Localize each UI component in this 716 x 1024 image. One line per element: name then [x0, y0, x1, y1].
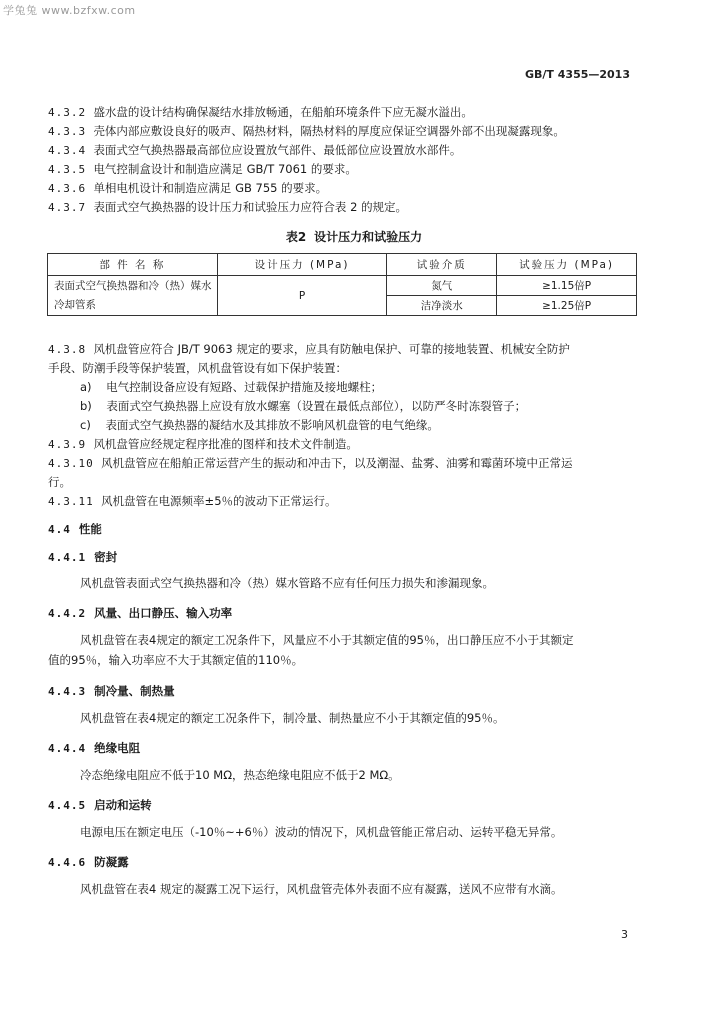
- clause-4-3-4: [48, 142, 461, 158]
- clause-4-3-6: [48, 180, 327, 196]
- clause-number: 4.3.10: [48, 457, 94, 470]
- table-2-title: [0, 228, 716, 245]
- clause-4-3-3: [48, 123, 565, 139]
- clause-4-3-5: [48, 161, 357, 177]
- section-title: 风量、出口静压、输入功率: [94, 606, 233, 620]
- clause-number: 4.3.3: [48, 125, 87, 138]
- list-marker: a): [80, 380, 92, 394]
- clause-text: 壳体内部应敷设良好的吸声、隔热材料，隔热材料的厚度应保证空调器外部不出现凝露现象。: [93, 124, 565, 138]
- list-marker: c): [80, 418, 91, 432]
- clause-number: 4.3.2: [48, 106, 87, 119]
- list-marker: b): [80, 399, 92, 413]
- section-number: 4.4.5: [48, 799, 87, 812]
- clause-number: 4.3.7: [48, 201, 87, 214]
- list-text: 表面式空气换热器上应设有放水螺塞（设置在最低点部位），以防严冬时冻裂管子；: [106, 399, 527, 413]
- table-header-cell: 试验压力 (MPa): [497, 254, 637, 276]
- clause-number: 4.3.5: [48, 163, 87, 176]
- clause-text: 电气控制盒设计和制造应满足 GB/T 7061 的要求。: [93, 162, 357, 176]
- design-pressure-table: [47, 253, 637, 316]
- clause-4-3-11: [48, 493, 337, 509]
- section-body: 风机盘管在表4 规定的凝露工况下运行，风机盘管壳体外表面不应有凝露，送风不应带有水滴。: [80, 882, 563, 896]
- list-item: [80, 398, 526, 414]
- site-watermark: 学兔兔 www.bzfxw.com: [3, 4, 136, 17]
- section-number: 4.4.4: [48, 742, 87, 755]
- table-header-row: [48, 254, 637, 276]
- section-title: 制冷量、制热量: [94, 684, 175, 698]
- section-body: 冷态绝缘电阻应不低于10 MΩ，热态绝缘电阻应不低于2 MΩ。: [80, 768, 400, 782]
- section-4-4-1-heading: [48, 549, 117, 565]
- clause-text: 盛水盘的设计结构确保凝结水排放畅通，在船舶环境条件下应无凝水溢出。: [93, 105, 473, 119]
- clause-number: 4.3.8: [48, 343, 87, 356]
- section-title: 密封: [94, 550, 118, 564]
- section-4-4-heading: [48, 521, 102, 537]
- section-number: 4.4.6: [48, 856, 87, 869]
- clause-text: 风机盘管应在船舶正常运营产生的振动和冲击下，以及潮湿、盐雾、油雾和霉菌环境中正常运: [101, 456, 573, 470]
- clause-4-3-10: [48, 455, 573, 471]
- design-pressure-cell: P: [217, 276, 387, 316]
- clause-4-3-10-cont: 行。: [48, 475, 71, 489]
- section-body-cont: 值的95％，输入功率应不大于其额定值的110％。: [48, 653, 304, 667]
- page-number: 3: [621, 928, 628, 941]
- test-pressure-cell: ≥1.25倍P: [497, 296, 637, 316]
- table-row: [48, 276, 637, 296]
- table-caption: 设计压力和试验压力: [314, 230, 423, 244]
- section-number: 4.4.3: [48, 685, 87, 698]
- clause-text: 风机盘管应经规定程序批准的图样和技术文件制造。: [93, 437, 358, 451]
- section-body: 风机盘管在表4规定的额定工况条件下，风量应不小于其额定值的95％，出口静压应不小于其额定: [80, 633, 574, 647]
- section-title: 防凝露: [94, 855, 129, 869]
- clause-4-3-7: [48, 199, 407, 215]
- table-header-cell: 设计压力 (MPa): [217, 254, 387, 276]
- section-body: 风机盘管在表4规定的额定工况条件下，制冷量、制热量应不小于其额定值的95％。: [80, 711, 505, 725]
- section-title: 性能: [78, 522, 102, 536]
- clause-text: 表面式空气换热器的设计压力和试验压力应符合表 2 的规定。: [93, 200, 408, 214]
- section-number: 4.4: [48, 523, 71, 536]
- clause-text: 表面式空气换热器最高部位应设置放气部件、最低部位应设置放水部件。: [93, 143, 462, 157]
- clause-4-3-8-cont: 手段、防潮手段等保护装置，风机盘管设有如下保护装置：: [48, 361, 347, 375]
- section-4-4-2-heading: [48, 605, 232, 621]
- clause-text: 风机盘管应符合 JB/T 9063 规定的要求，应具有防触电保护、可靠的接地装置、机械安全防护: [93, 342, 570, 356]
- test-pressure-cell: ≥1.15倍P: [497, 276, 637, 296]
- list-item: [80, 379, 382, 395]
- clause-4-3-9: [48, 436, 358, 452]
- standard-code-header: GB/T 4355—2013: [525, 68, 630, 81]
- table-header-cell: 试验介质: [387, 254, 497, 276]
- clause-4-3-8: [48, 341, 570, 357]
- clause-number: 4.3.4: [48, 144, 87, 157]
- section-4-4-6-heading: [48, 854, 129, 870]
- clause-text: 风机盘管在电源频率±5％的波动下正常运行。: [101, 494, 337, 508]
- section-4-4-4-heading: [48, 740, 140, 756]
- section-number: 4.4.1: [48, 551, 87, 564]
- section-number: 4.4.2: [48, 607, 87, 620]
- clause-number: 4.3.6: [48, 182, 87, 195]
- component-name-cell: 表面式空气换热器和冷（热）媒水冷却管系: [48, 276, 218, 316]
- section-body: 电源电压在额定电压（-10％~+6％）波动的情况下，风机盘管能正常启动、运转平稳无异常。: [80, 825, 563, 839]
- table-label: 表2: [285, 230, 307, 244]
- section-body: 风机盘管表面式空气换热器和冷（热）媒水管路不应有任何压力损失和渗漏现象。: [80, 576, 494, 590]
- section-4-4-3-heading: [48, 683, 175, 699]
- clause-number: 4.3.9: [48, 438, 87, 451]
- table-header-cell: 部 件 名 称: [48, 254, 218, 276]
- clause-number: 4.3.11: [48, 495, 94, 508]
- section-title: 启动和运转: [94, 798, 152, 812]
- section-title: 绝缘电阻: [94, 741, 141, 755]
- section-4-4-5-heading: [48, 797, 152, 813]
- clause-4-3-2: [48, 104, 473, 120]
- test-medium-cell: 洁净淡水: [387, 296, 497, 316]
- clause-text: 单相电机设计和制造应满足 GB 755 的要求。: [93, 181, 328, 195]
- list-text: 表面式空气换热器的凝结水及其排放不影响风机盘管的电气绝缘。: [105, 418, 439, 432]
- list-item: [80, 417, 439, 433]
- list-text: 电气控制设备应设有短路、过载保护措施及接地螺柱；: [106, 380, 383, 394]
- test-medium-cell: 氮气: [387, 276, 497, 296]
